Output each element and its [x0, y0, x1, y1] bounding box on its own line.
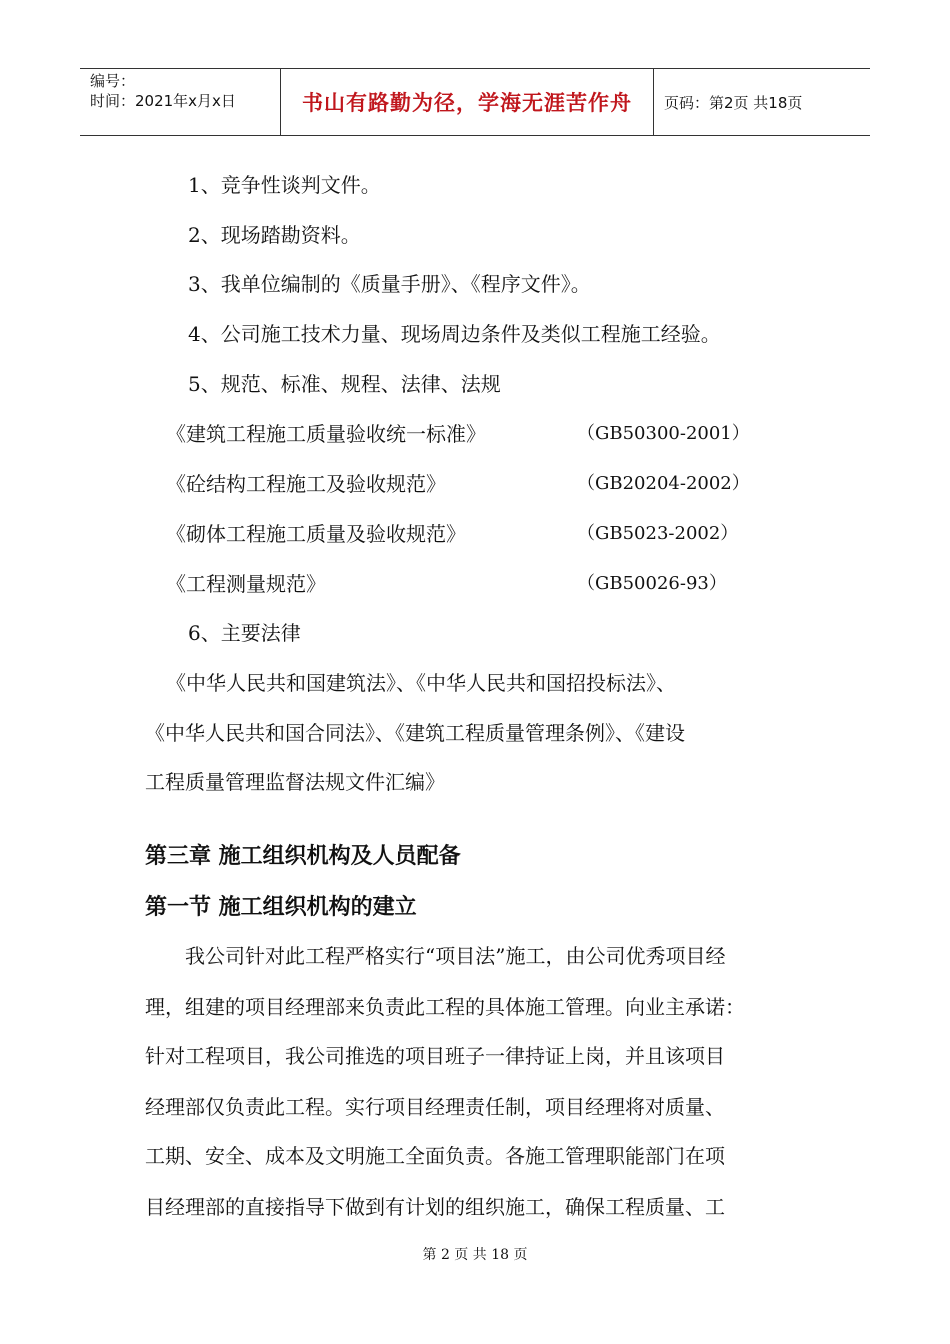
page-header	[80, 68, 870, 136]
body-line: 我公司针对此工程严格实行“项目法”施工，由公司优秀项目经	[145, 944, 726, 968]
basis-item-2: 2、现场踏勘资料。	[188, 223, 361, 247]
basis-item-1: 1、竞争性谈判文件。	[188, 173, 381, 197]
header-page-code: 页码：第2页 共18页	[664, 93, 803, 112]
chapter-title: 第三章 施工组织机构及人员配备	[145, 844, 461, 869]
standard-name: 《建筑工程施工质量验收统一标准》	[166, 422, 486, 446]
header-motto-cell	[281, 69, 654, 135]
body-line: 目经理部的直接指导下做到有计划的组织施工，确保工程质量、工	[145, 1195, 725, 1219]
standard-name: 《砼结构工程施工及验收规范》	[166, 472, 446, 496]
standard-code: （GB20204-2002）	[577, 473, 750, 494]
standard-name: 《砌体工程施工质量及验收规范》	[166, 522, 466, 546]
standard-code: （GB50300-2001）	[577, 423, 750, 444]
body-line: 经理部仅负责此工程。实行项目经理责任制，项目经理将对质量、	[145, 1095, 725, 1119]
body-line: 工期、安全、成本及文明施工全面负责。各施工管理职能部门在项	[145, 1144, 725, 1168]
laws-line: 工程质量管理监督法规文件汇编》	[145, 770, 445, 794]
section-title: 第一节 施工组织机构的建立	[145, 895, 417, 920]
basis-item-4: 4、公司施工技术力量、现场周边条件及类似工程施工经验。	[188, 322, 721, 346]
document-time-label: 时间：2021年x月x日	[90, 92, 236, 110]
standard-code: （GB50026-93）	[577, 573, 727, 594]
body-line: 理，组建的项目经理部来负责此工程的具体施工管理。向业主承诺：	[145, 995, 745, 1019]
basis-item-5: 5、规范、标准、规程、法律、法规	[188, 372, 501, 396]
header-motto: 书山有路勤为径，学海无涯苦作舟	[302, 90, 632, 115]
laws-line: 《中华人民共和国合同法》、《建筑工程质量管理条例》、《建设	[145, 721, 685, 745]
header-page-cell	[654, 69, 870, 135]
header-meta-cell	[80, 69, 281, 135]
document-number-label: 编号：	[90, 72, 136, 90]
standard-code: （GB5023-2002）	[577, 523, 739, 544]
laws-title: 6、主要法律	[188, 621, 301, 645]
basis-item-3: 3、我单位编制的《质量手册》、《程序文件》。	[188, 272, 591, 296]
page-footer: 第 2 页 共 18 页	[422, 1247, 528, 1263]
laws-line: 《中华人民共和国建筑法》、《中华人民共和国招投标法》、	[166, 671, 676, 695]
standard-name: 《工程测量规范》	[166, 572, 326, 596]
body-line: 针对工程项目，我公司推选的项目班子一律持证上岗，并且该项目	[145, 1044, 725, 1068]
